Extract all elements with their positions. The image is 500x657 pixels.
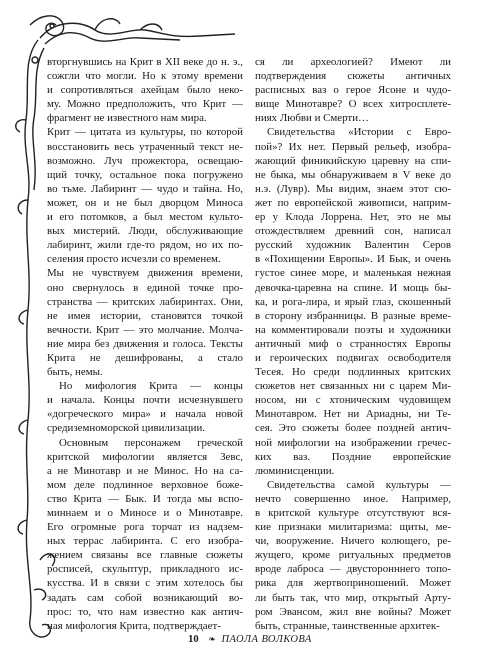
text-line: возможно. Луч прожектора, освещаю- xyxy=(47,154,243,167)
text-line: чи, вооружение. Ничего колющего, ре- xyxy=(255,535,451,548)
text-line: не быка, мы обнаруживаем в V веке до xyxy=(255,168,451,181)
text-line: Крит — цитата из культуры, по которой xyxy=(47,126,243,139)
text-line: Мы не чувствуем движения времени, xyxy=(47,267,243,280)
text-line: ром Эвансом, жил вне войны? Может xyxy=(255,605,451,618)
text-line: лабиринт, жили где-то рядом, но их по- xyxy=(47,239,243,252)
text-line: пой»? Их нет. Первый рельеф, изобра- xyxy=(255,140,451,153)
text-line: прос: то, что нам известно как антич- xyxy=(47,605,243,618)
text-line: миннаем и о Миносе и о Минотавре. xyxy=(47,507,243,519)
text-line: Свидетельства «Истории с Евро- xyxy=(267,126,451,139)
text-line: му. Можно предположить, что Крит — xyxy=(47,98,243,111)
text-line: расписных ваз о герое Ясоне и чудо- xyxy=(255,84,451,97)
text-line: «догреческого мира» и начала новой xyxy=(47,408,243,421)
text-line: девочка-царевна на спине. И мощь бы- xyxy=(255,281,451,294)
text-line: в критской культуре отсутствуют вся- xyxy=(255,507,451,519)
text-line: и его потомков, а был местом культо- xyxy=(47,211,243,224)
text-line: селения просто исчезли со временем. xyxy=(47,253,221,266)
text-line: античный миф о странностях Европы xyxy=(255,337,451,350)
text-line: Крита не дешифрованы, а стало xyxy=(47,351,243,364)
text-line: странства — критских лабиринтах. Они, xyxy=(47,295,243,308)
page-number: 10 xyxy=(188,634,199,645)
text-line: люминисценции. xyxy=(255,464,335,477)
text-line: не имея истории, становятся точкой xyxy=(47,309,243,322)
text-line: вых мистерий. Люди, обслуживающие xyxy=(47,225,243,238)
text-line: кие признаки милитаризма: щиты, ме- xyxy=(255,521,451,534)
text-line: Минотавром. Нет ни Ариадны, ни Те- xyxy=(255,408,451,421)
text-line: ство Крита — Бык. И тогда мы вспо- xyxy=(47,492,243,505)
text-line: носом, ни с хтоническим чудовищем xyxy=(255,394,451,407)
text-line: и героических подвигах освободителя xyxy=(255,351,451,364)
text-line: жением связаны все главные сюжеты xyxy=(47,549,243,562)
text-line: вище Минотавре? О всех хитросплете- xyxy=(255,98,451,111)
text-line: вторгнувшись на Крит в XII веке до н. э., xyxy=(47,56,243,68)
text-line: критской мифологии является Зевс, xyxy=(47,450,243,463)
text-line: Свидетельства самой культуры — xyxy=(267,478,451,491)
text-line: ной мифологии на изображении гречес- xyxy=(255,436,451,449)
text-line: вечности. Крит — это молчание. Молча- xyxy=(47,323,243,336)
text-line: Его огромные рога торчат из надзем- xyxy=(47,521,243,534)
text-line: ных террас лабиринта. С его изобра- xyxy=(47,535,243,548)
text-line: Но мифология Крита — концы xyxy=(59,380,243,393)
text-line: средиземноморской цивилизации. xyxy=(47,422,206,435)
text-line: в сторону избранницы. В разные време- xyxy=(255,309,451,322)
text-line: подтверждения сюжеты античных xyxy=(255,70,451,83)
text-line: а не Минотавр и не Минос. Но на са- xyxy=(47,464,243,477)
text-column-left xyxy=(47,55,243,633)
text-line: ная мифология Крита, подтверждает- xyxy=(47,619,221,632)
text-line: в «Похищении Европы». И Бык, и очень xyxy=(255,253,451,266)
text-line: сюжетов нет связанных ни с царем Ми- xyxy=(255,380,451,393)
text-line: может, он и не был дворцом Миноса xyxy=(47,196,243,209)
text-line: кусства. И в связи с этим хотелось бы xyxy=(47,577,243,590)
text-line: ких ваз. Поздние европейские xyxy=(255,450,451,463)
text-line: сея. Это сюжеты более поздней антич- xyxy=(255,422,451,435)
page-footer xyxy=(0,634,500,645)
text-line: ние мира без движения и голоса. Тексты xyxy=(47,337,243,350)
text-line: вроде лаброса — двусторонннего топо- xyxy=(255,563,451,576)
text-column-right xyxy=(255,55,451,633)
text-line: задать сам собой возникающий во- xyxy=(47,591,243,604)
text-line: рика для жертвоприношений. Может xyxy=(255,577,451,590)
text-line: и начала. Концы почти исчезнувшего xyxy=(47,394,243,407)
text-line: быть, странные, таинственные архитек- xyxy=(255,619,440,632)
text-line: густое синее море, и маленькая нежная xyxy=(255,267,451,280)
text-line: нечто совершенно иное. Например, xyxy=(255,492,451,505)
text-line: ли быть так, что мир, открытый Арту- xyxy=(255,591,451,604)
text-line: н.э. (Лувр). Мы видим, знаем этот сю- xyxy=(255,182,451,195)
text-line: щий точку, остальное пока погружено xyxy=(47,168,243,181)
text-line: отождествляем древний сон, написал xyxy=(255,225,451,238)
text-line: сожгли что могли. Но к этому времени xyxy=(47,70,243,83)
text-line: русский художник Валентин Серов xyxy=(255,239,451,252)
text-line: восстановить весь утраченный текст не- xyxy=(47,140,243,153)
text-line: быть, немы. xyxy=(47,366,103,379)
text-line: и сопротивляться ахейцам было неко- xyxy=(47,84,243,97)
text-line: фрагмент не известного нам мира. xyxy=(47,112,207,125)
text-line: жет по европейской живописи, наприм- xyxy=(255,196,451,209)
text-line: ниях Любви и Смерти… xyxy=(255,112,369,125)
text-line: Тесея. Но среди подлинных критских xyxy=(255,366,451,379)
text-line: жающий финикийскую царевну на спи- xyxy=(255,154,451,167)
text-line: ся ли археологией? Имеют ли xyxy=(255,56,451,68)
text-line: ер у Клода Лоррена. Нет, это не мы xyxy=(255,211,451,224)
running-author: ПАОЛА ВОЛКОВА xyxy=(221,634,312,645)
ornament-icon: ❧ xyxy=(208,634,216,644)
text-line: ка, и рога-лира, и ярый глаз, скошенный xyxy=(255,295,451,308)
text-line: росписей, скульптур, прикладного ис- xyxy=(47,563,243,576)
text-line: Основным персонажем греческой xyxy=(59,436,243,449)
text-line: оно свернулось в единой точке про- xyxy=(47,281,243,294)
text-line: жущего, кроме ритуальных предметов xyxy=(255,549,451,562)
text-line: мом деле подлинное верховное боже- xyxy=(47,478,243,491)
text-line: на комментировали поэты и художники xyxy=(255,323,451,336)
text-line: во тьме. Лабиринт — чудо и тайна. Но, xyxy=(47,182,243,195)
